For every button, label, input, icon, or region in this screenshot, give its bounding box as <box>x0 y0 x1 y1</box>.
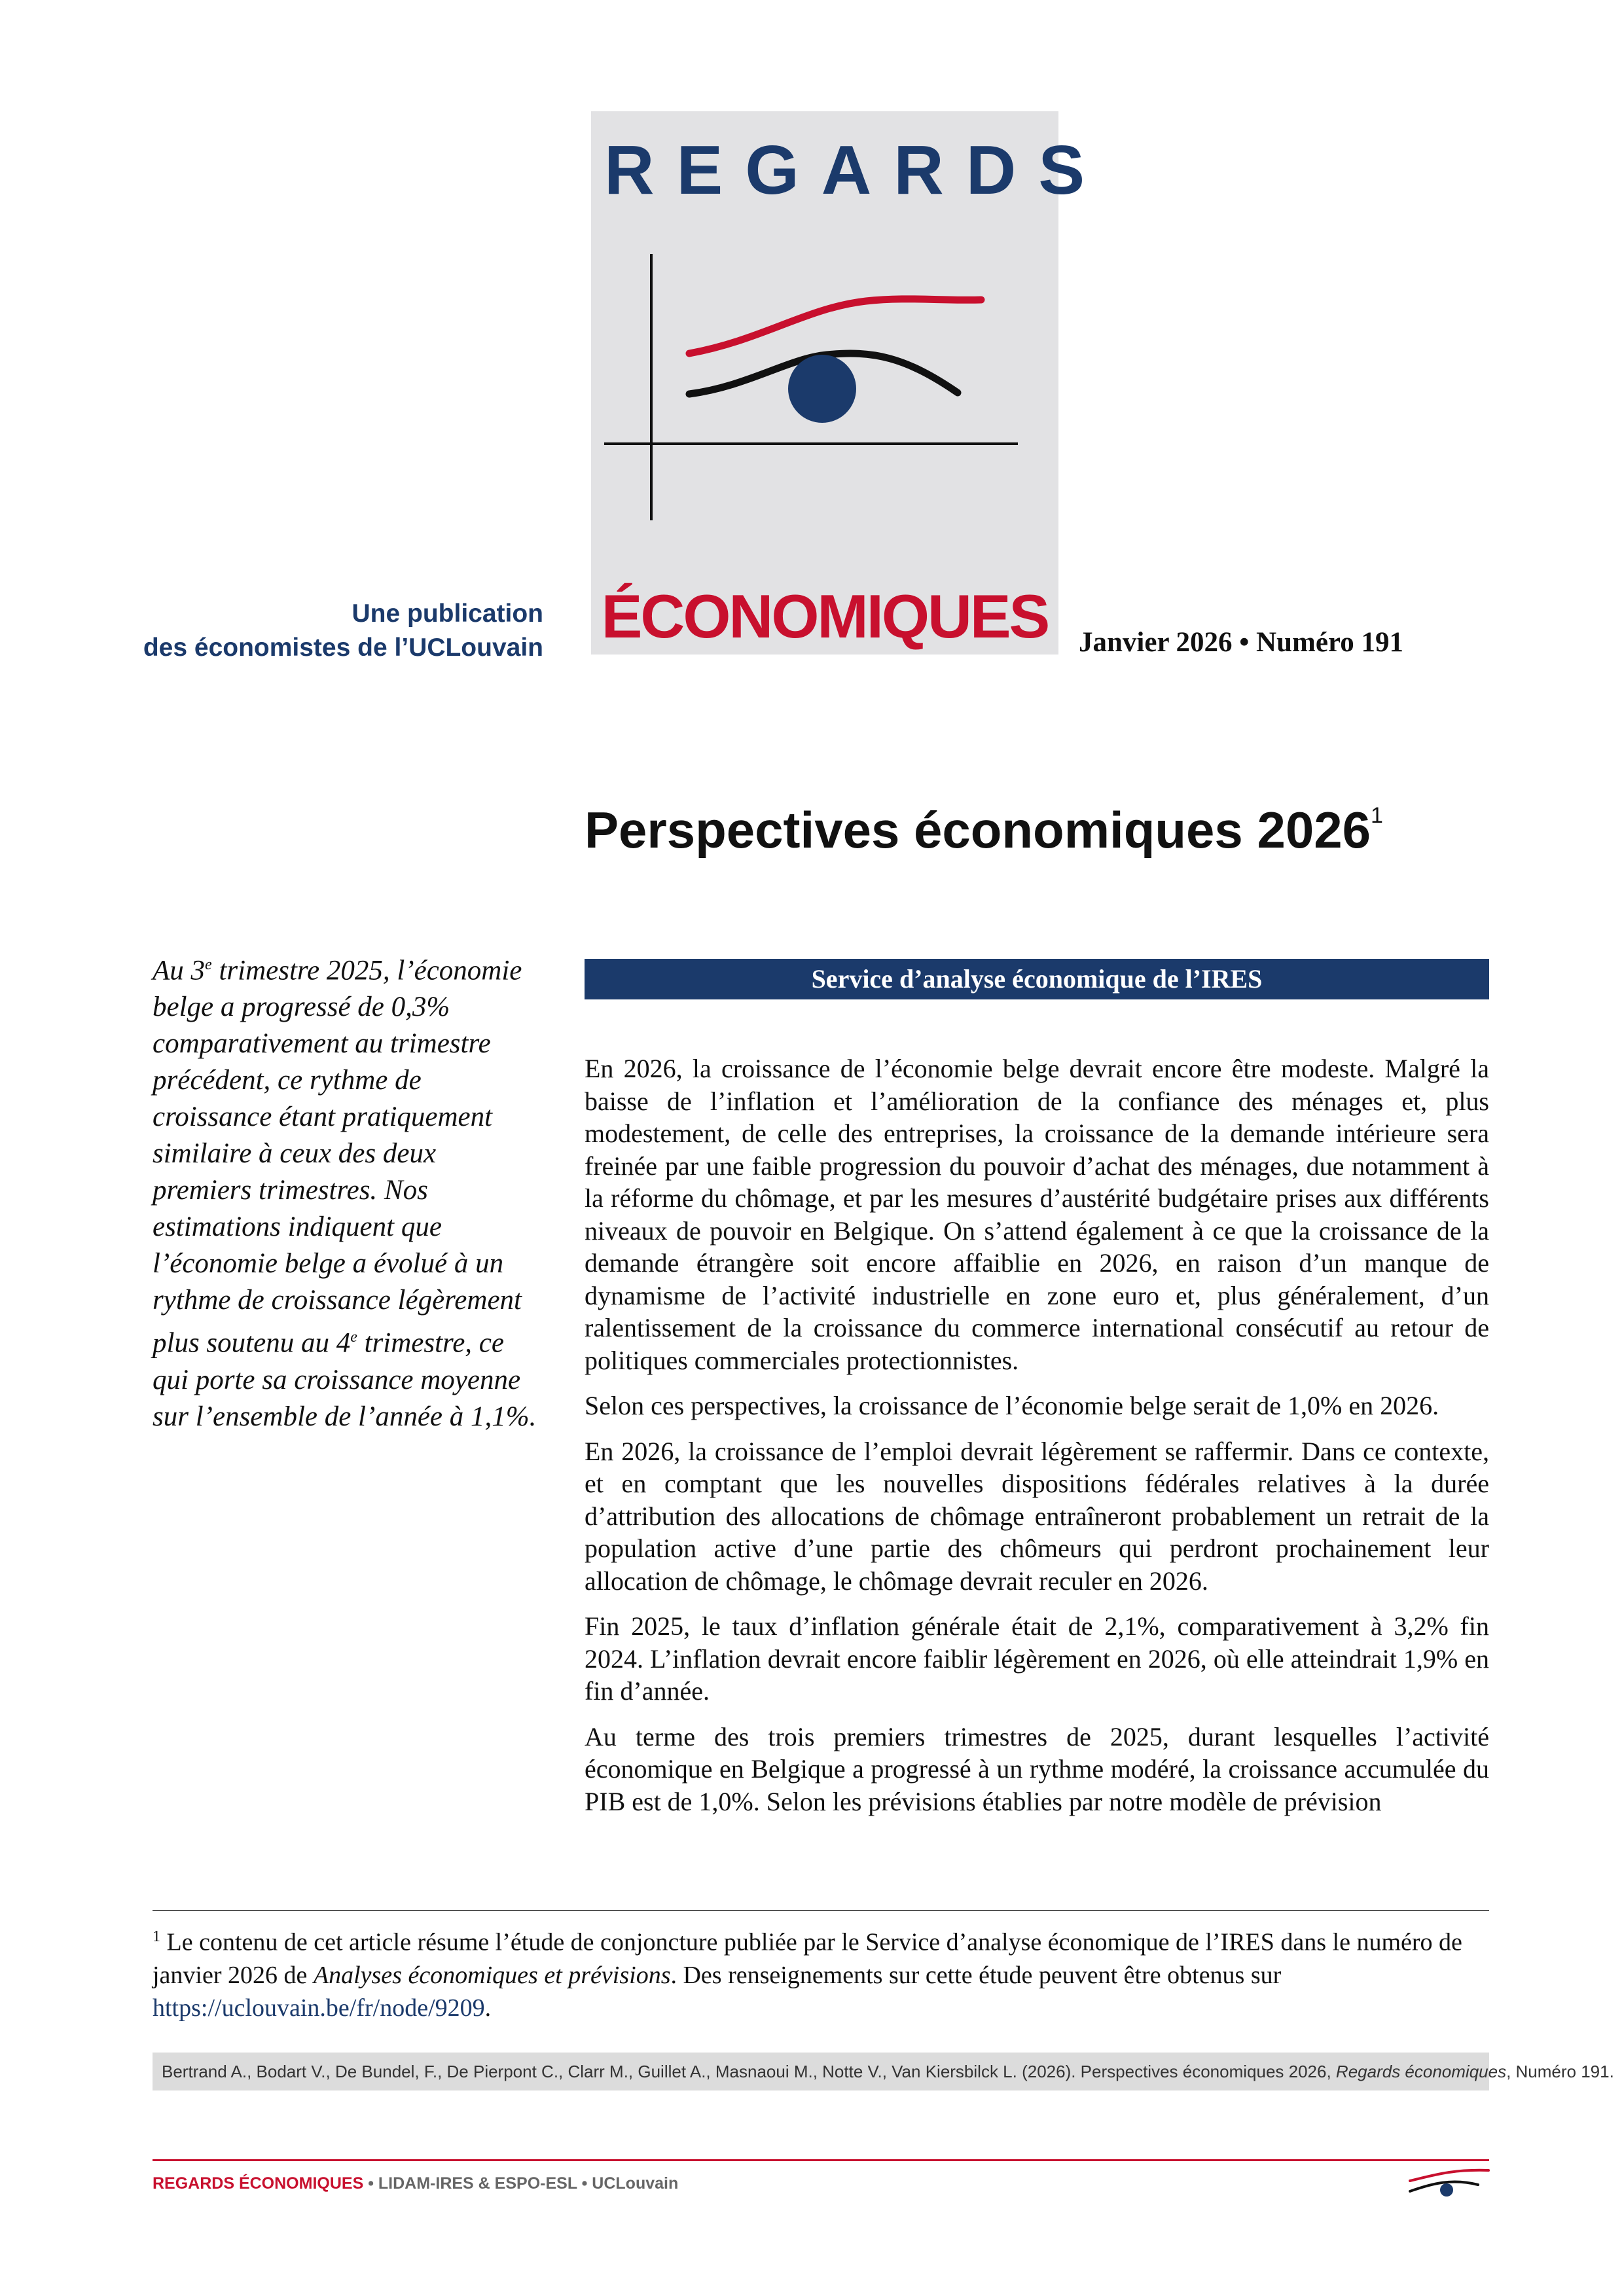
footer-institutions: • LIDAM-IRES & ESPO-ESL • UCLouvain <box>363 2174 679 2193</box>
abstract-ordinal-2: e <box>350 1329 357 1346</box>
eye-curve-icon <box>1406 2164 1491 2210</box>
citation-text-a: Bertrand A., Bodart V., De Bundel, F., De Pierpont C., Clarr M., Guillet A., Masnaoui M., Notte V., Van Kiersbilck L. (2026). Perspectives économiques 2026, <box>162 2062 1336 2081</box>
title-footnote-mark[interactable]: 1 <box>1370 803 1383 828</box>
article-body <box>585 1052 1489 1831</box>
publisher-line-2: des économistes de l’UCLouvain <box>143 634 543 662</box>
body-paragraph-5: Au terme des trois premiers trimestres de 2025, durant lesquelles l’activité économique en Belgique a progressé à un rythme modéré, la croissance accumulée du PIB est de 1,0%. Selon les prévisions établies par notre modèle de prévision <box>585 1721 1489 1816</box>
citation-journal: Regards économiques <box>1335 2062 1507 2081</box>
page-title <box>585 800 1383 860</box>
issue-info: Janvier 2026 • Numéro 191 <box>1079 627 1403 658</box>
logo-red-curve <box>689 299 981 353</box>
abstract-text-1: Au 3 <box>153 955 206 986</box>
body-paragraph-3: En 2026, la croissance de l’emploi devrait légèrement se raffermir. Dans ce contexte, et en comptant que les nouvelles dispositions fédérales relatives à la durée d’attribution des allocations de chômage entraîneront probablement un retrait de la population active d’une partie des chômeurs qui perdront prochainement leur allocation de chômage, le chômage devrait reculer en 2026. <box>585 1436 1489 1596</box>
footer-text <box>153 2174 678 2193</box>
footnote-text-a: Le contenu de cet article résume l’étude de conjoncture publiée par le Service d’analyse économique de l’IRES dans le numéro de janvier 2026 de <box>153 1928 1462 1989</box>
footer-logo-eye <box>1440 2183 1453 2197</box>
page-title-text: Perspectives économiques 2026 <box>585 801 1371 859</box>
footnote-publication-title: Analyses économiques et prévisions <box>313 1961 671 1989</box>
body-paragraph-1: En 2026, la croissance de l’économie belge devrait encore être modeste. Malgré la baisse de l’inflation et l’amélioration de la confiance des ménages et, plus modestement, de celle des entreprises, la croissance de la demande intérieure sera freinée par une faible progression du pouvoir d’achat des ménages, due notamment à la réforme du chômage, et par les mesures d’austérité budgétaire prises aux différents niveaux de pouvoir en Belgique. On s’attend également à ce que la croissance de la demande étrangère soit encore affaiblie en 2026, en raison d’un manque de dynamisme de l’activité industrielle en zone euro et, plus généralement, d’un ralentissement de la croissance du commerce international consécutif au retour de politiques commerciales protectionnistes. <box>585 1054 1489 1375</box>
footnote-mark: 1 <box>153 1928 160 1945</box>
masthead-logo <box>591 111 1108 655</box>
footer-brand: REGARDS ÉCONOMIQUES <box>153 2174 364 2193</box>
author-banner: Service d’analyse économique de l’IRES <box>585 959 1489 999</box>
footer-logo-red-curve <box>1410 2170 1489 2181</box>
logo-wordmark-top: REGARDS <box>604 132 1108 209</box>
abstract <box>153 946 539 1435</box>
abstract-ordinal-1: e <box>205 956 212 973</box>
abstract-text-2: trimestre 2025, l’économie belge a progressé de 0,3% comparativement au trimestre précédent, ce rythme de croissance étant pratiquement similaire à ceux des deux premiers trimestres. Nos estimations indiquent que l’économie belge a évolué à un rythme de croissance légèrement plus soutenu au 4 <box>153 955 522 1359</box>
publisher-line-1: Une publication <box>352 600 543 628</box>
citation-bar <box>153 2053 1614 2090</box>
footnote-text-end: . <box>484 1994 492 2022</box>
footnote-divider <box>153 1910 1489 1911</box>
body-paragraph-2: Selon ces perspectives, la croissance de l’économie belge serait de 1,0% en 2026. <box>585 1391 1439 1420</box>
citation-text-b: , Numéro 191. <box>1506 2062 1614 2081</box>
abstract-text-3: trimestre, ce qui porte sa croissance moyenne sur l’ensemble de l’année à 1,1%. <box>153 1327 537 1432</box>
footnote-link[interactable]: https://uclouvain.be/fr/node/9209 <box>153 1994 485 2022</box>
publisher-tagline <box>131 597 543 665</box>
logo-blue-eye <box>788 355 856 423</box>
footnote-text-b: . Des renseignements sur cette étude peuvent être obtenus sur <box>670 1961 1282 1989</box>
body-paragraph-4: Fin 2025, le taux d’inflation générale était de 2,1%, comparativement à 3,2% fin 2024. L’inflation devrait encore faiblir légèrement en 2026, où elle atteindrait 1,9% en fin d’année. <box>585 1611 1489 1706</box>
footnote <box>153 1920 1489 2024</box>
footer-divider <box>153 2159 1489 2161</box>
logo-wordmark-bottom: ÉCONOMIQUES <box>601 582 1049 651</box>
